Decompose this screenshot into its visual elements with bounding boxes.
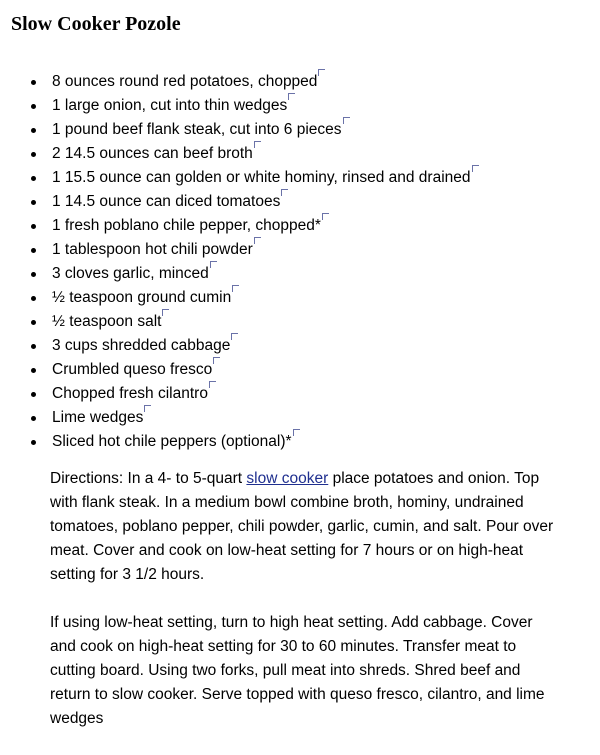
- list-item: [0, 190, 479, 214]
- list-item: [0, 310, 479, 334]
- list-item: [0, 238, 479, 262]
- ingredient-text: 8 ounces round red potatoes, chopped: [52, 73, 318, 90]
- ingredient-text: 2 14.5 ounces can beef broth: [52, 145, 253, 162]
- list-item: [0, 430, 479, 454]
- directions-section: [50, 467, 555, 731]
- list-item: [0, 334, 479, 358]
- corner-mark-icon[interactable]: [209, 381, 216, 388]
- corner-mark-icon[interactable]: [472, 165, 479, 172]
- ingredient-text: Chopped fresh cilantro: [52, 385, 208, 402]
- corner-mark-icon[interactable]: [254, 237, 261, 244]
- bullet-icon: [31, 224, 36, 229]
- ingredient-text: 1 fresh poblano chile pepper, chopped*: [52, 217, 321, 234]
- ingredient-text: ½ teaspoon salt: [52, 313, 162, 330]
- bullet-icon: [31, 320, 36, 325]
- ingredient-text: 1 large onion, cut into thin wedges: [52, 97, 288, 114]
- directions-paragraph: [50, 467, 555, 587]
- corner-mark-icon[interactable]: [322, 213, 329, 220]
- ingredient-text: ½ teaspoon ground cumin: [52, 289, 232, 306]
- ingredient-text: 1 tablespoon hot chili powder: [52, 241, 253, 258]
- bullet-icon: [31, 368, 36, 373]
- corner-mark-icon[interactable]: [162, 309, 169, 316]
- list-item: [0, 382, 479, 406]
- corner-mark-icon[interactable]: [343, 117, 350, 124]
- bullet-icon: [31, 80, 36, 85]
- bullet-icon: [31, 440, 36, 445]
- bullet-icon: [31, 248, 36, 253]
- corner-mark-icon[interactable]: [288, 93, 295, 100]
- ingredient-text: 3 cups shredded cabbage: [52, 337, 231, 354]
- ingredient-text: 1 14.5 ounce can diced tomatoes: [52, 193, 281, 210]
- bullet-icon: [31, 344, 36, 349]
- ingredient-text: Crumbled queso fresco: [52, 361, 213, 378]
- directions-paragraph: If using low-heat setting, turn to high heat setting. Add cabbage. Cover and cook on high-heat setting for 30 to 60 minutes. Transfer meat to cutting board. Using two forks, pull meat into shreds. Shred beef and return to slow cooker. Serve topped with queso fresco, cilantro, and lime wedges: [50, 614, 545, 727]
- directions-text: Directions: In a 4- to 5-quart: [50, 470, 247, 487]
- bullet-icon: [31, 152, 36, 157]
- page-title: Slow Cooker Pozole: [11, 13, 181, 35]
- ingredient-text: Sliced hot chile peppers (optional)*: [52, 433, 292, 450]
- bullet-icon: [31, 416, 36, 421]
- bullet-icon: [31, 296, 36, 301]
- directions-text: place potatoes and onion. Top with flank steak. In a medium bowl combine broth, hominy, undrained tomatoes, poblano pepper, chili powder, garlic, cumin, and salt. Pour over meat. Cover and cook on low-heat setting for 7 hours or on high-heat setting for 3 1/2 hours.: [50, 470, 554, 583]
- ingredient-list: [0, 70, 479, 454]
- bullet-icon: [31, 392, 36, 397]
- list-item: [0, 166, 479, 190]
- list-item: [0, 286, 479, 310]
- corner-mark-icon[interactable]: [210, 261, 217, 268]
- corner-mark-icon[interactable]: [231, 333, 238, 340]
- corner-mark-icon[interactable]: [281, 189, 288, 196]
- corner-mark-icon[interactable]: [254, 141, 261, 148]
- ingredient-text: 1 15.5 ounce can golden or white hominy, rinsed and drained: [52, 169, 471, 186]
- list-item: [0, 70, 479, 94]
- list-item: [0, 142, 479, 166]
- bullet-icon: [31, 104, 36, 109]
- bullet-icon: [31, 200, 36, 205]
- list-item: [0, 214, 479, 238]
- corner-mark-icon[interactable]: [318, 69, 325, 76]
- corner-mark-icon[interactable]: [232, 285, 239, 292]
- list-item: [0, 406, 479, 430]
- corner-mark-icon[interactable]: [213, 357, 220, 364]
- slow-cooker-link[interactable]: slow cooker: [246, 470, 329, 487]
- list-item: [0, 262, 479, 286]
- list-item: [0, 358, 479, 382]
- bullet-icon: [31, 176, 36, 181]
- ingredient-text: 1 pound beef flank steak, cut into 6 pieces: [52, 121, 342, 138]
- bullet-icon: [31, 128, 36, 133]
- list-item: [0, 118, 479, 142]
- bullet-icon: [31, 272, 36, 277]
- ingredient-text: 3 cloves garlic, minced: [52, 265, 209, 282]
- ingredient-text: Lime wedges: [52, 409, 144, 426]
- list-item: [0, 94, 479, 118]
- corner-mark-icon[interactable]: [293, 429, 300, 436]
- corner-mark-icon[interactable]: [144, 405, 151, 412]
